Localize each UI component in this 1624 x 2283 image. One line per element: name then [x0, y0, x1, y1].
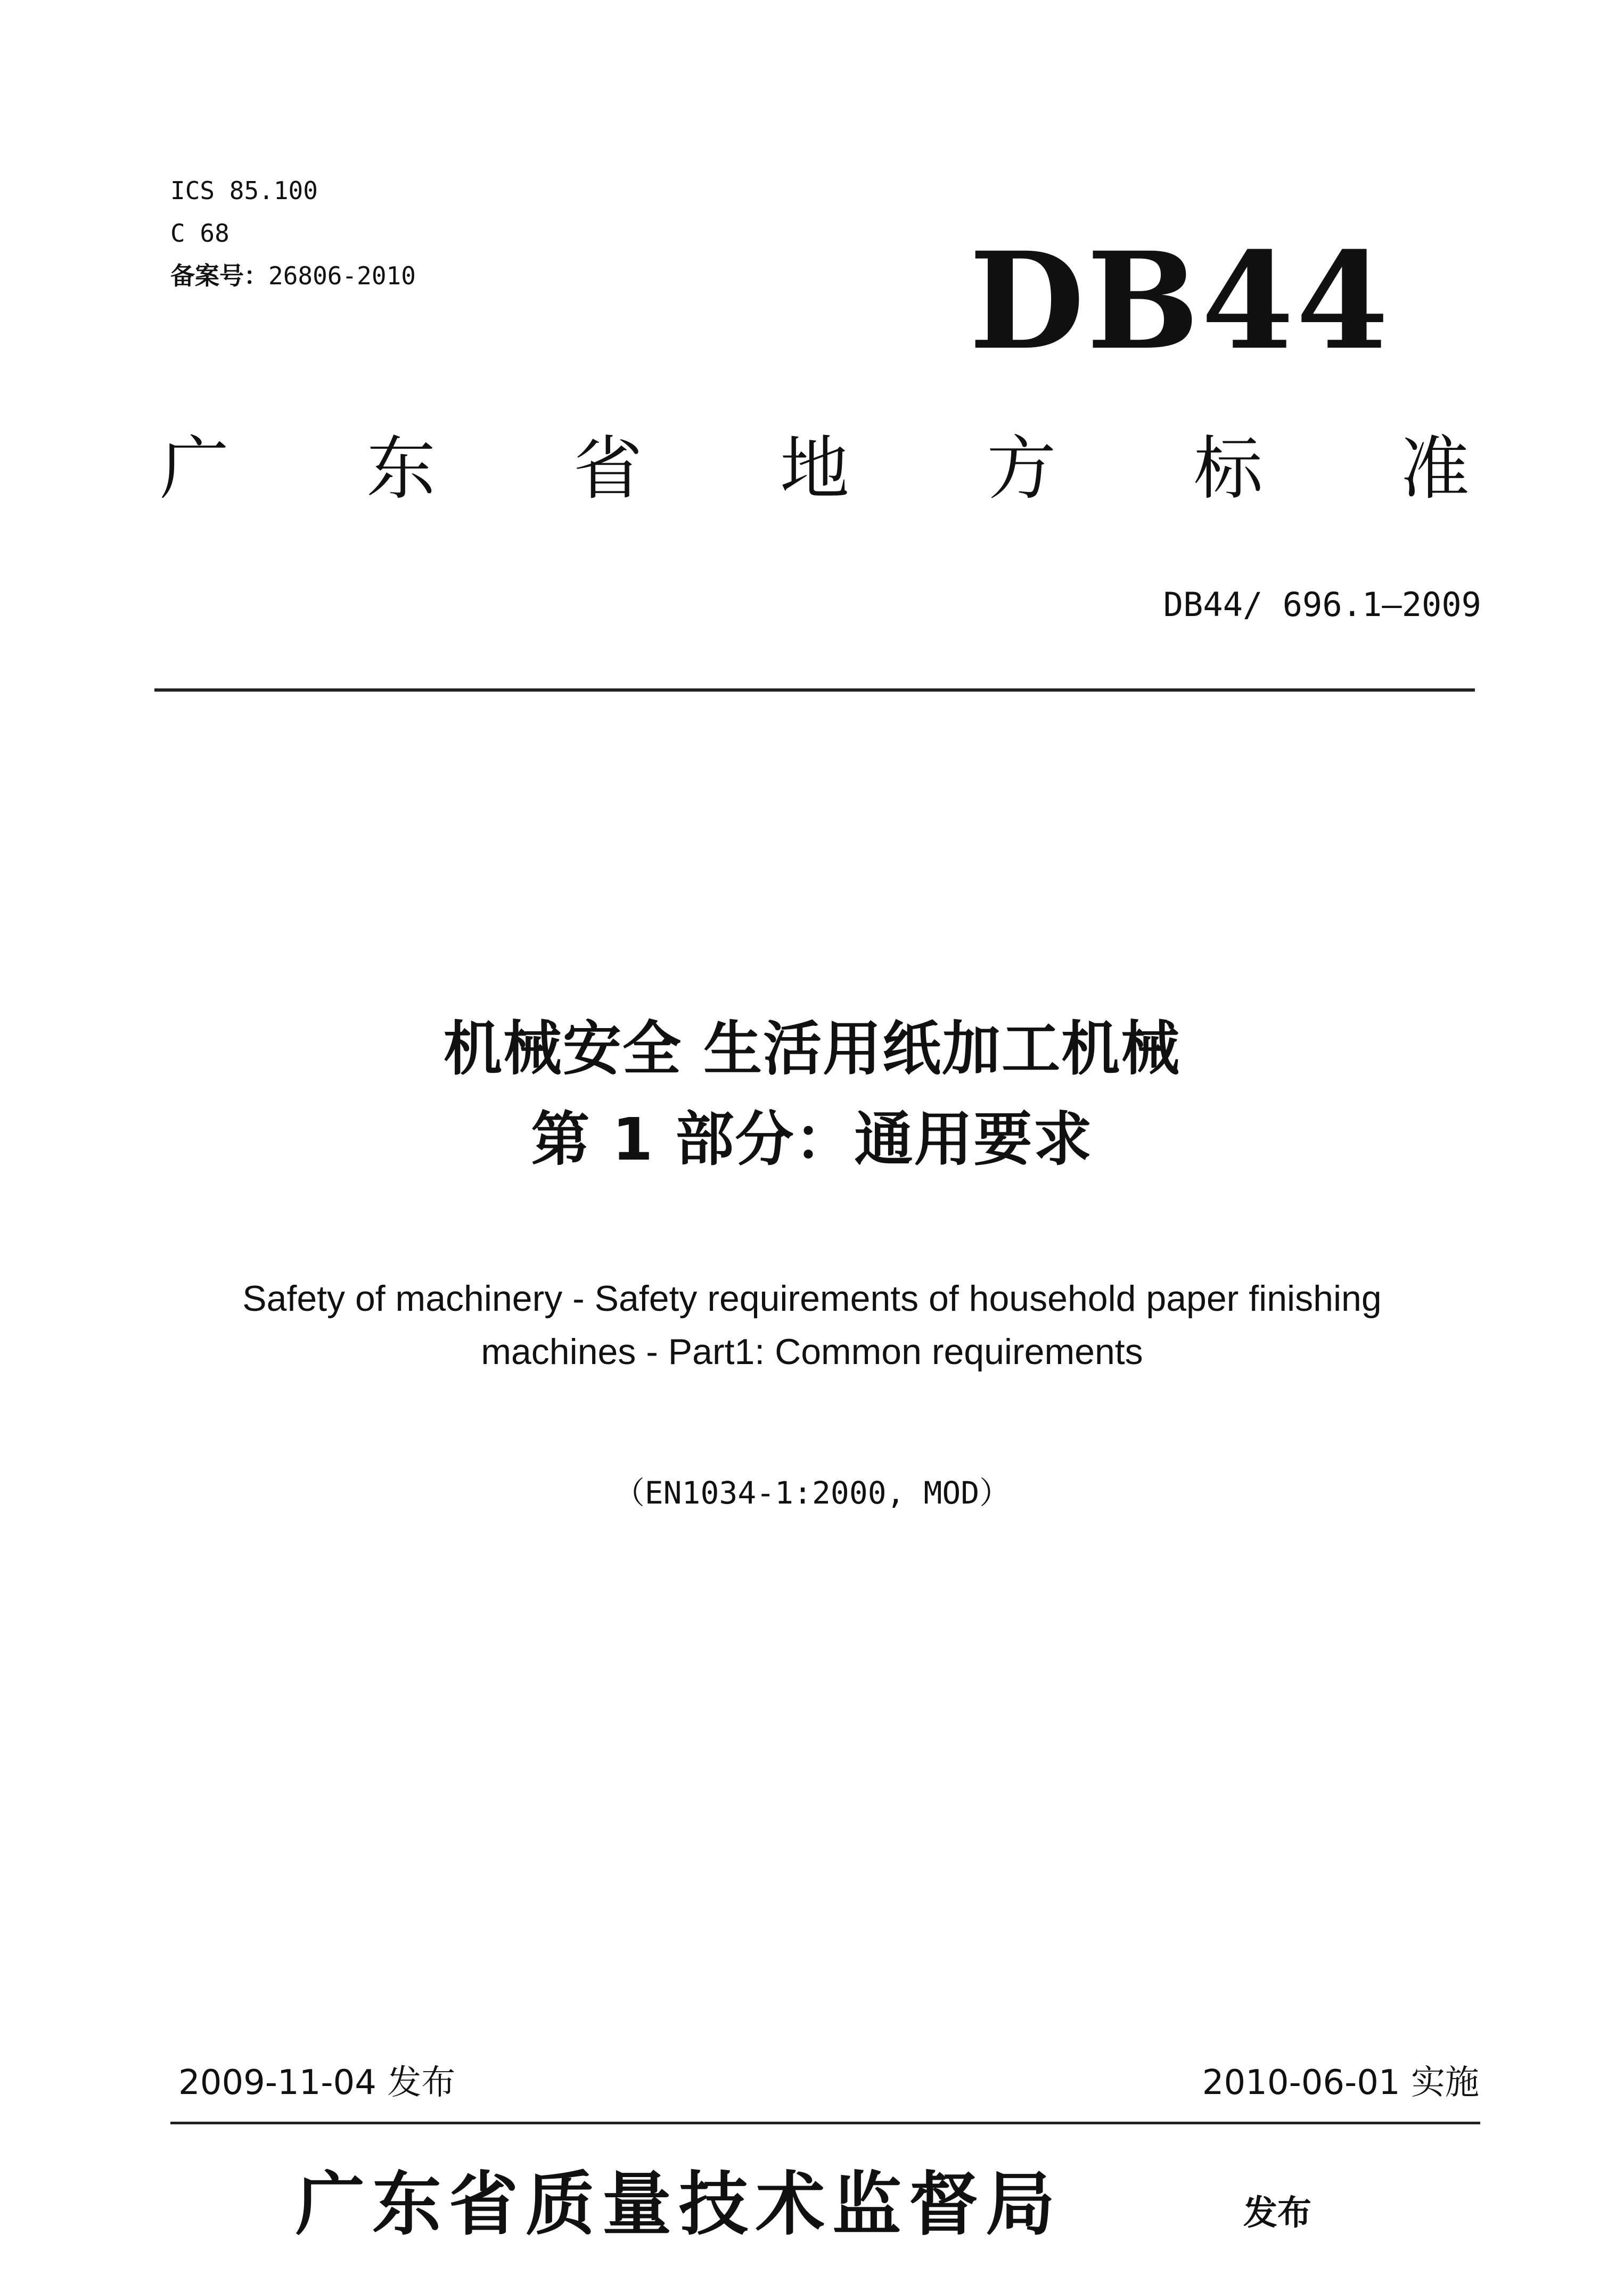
db44-logo: DB44 — [969, 223, 1391, 379]
standard-type-char: 地 — [780, 428, 849, 509]
bottom-divider — [170, 2122, 1480, 2124]
title-cn-line2: 第 1 部分：通用要求 — [531, 1105, 1093, 1173]
standard-type-heading — [160, 428, 1470, 509]
standard-type-char: 标 — [1193, 428, 1263, 509]
ccs-code: C 68 — [170, 219, 229, 248]
implementation-date: 2010-06-01 实施 — [1202, 2063, 1479, 2103]
title-cn-line1: 机械安全 生活用纸加工机械 — [443, 1015, 1181, 1083]
standard-type-char: 广 — [160, 428, 229, 509]
ics-code: ICS 85.100 — [170, 176, 318, 205]
standard-number: DB44/ 696.1—2009 — [1163, 585, 1481, 624]
standard-type-char: 准 — [1400, 428, 1470, 509]
record-value: 26806-2010 — [268, 261, 416, 290]
standard-type-char: 东 — [366, 428, 436, 509]
issuing-authority-suffix: 发布 — [1243, 2194, 1311, 2233]
record-number — [170, 261, 416, 290]
record-label: 备案号： — [170, 261, 268, 290]
issue-date: 2009-11-04 发布 — [178, 2063, 456, 2103]
standard-type-char: 省 — [573, 428, 643, 509]
title-en-line2: machines - Part1: Common requirements — [481, 1332, 1143, 1372]
issuing-authority: 广东省质量技术监督局 — [296, 2163, 1063, 2245]
standard-type-char: 方 — [987, 428, 1056, 509]
adoption-note: （EN1034-1:2000, MOD） — [613, 1475, 1011, 1511]
title-en-line1: Safety of machinery - Safety requirements of household paper finishing — [242, 1278, 1382, 1319]
top-divider — [154, 688, 1475, 692]
